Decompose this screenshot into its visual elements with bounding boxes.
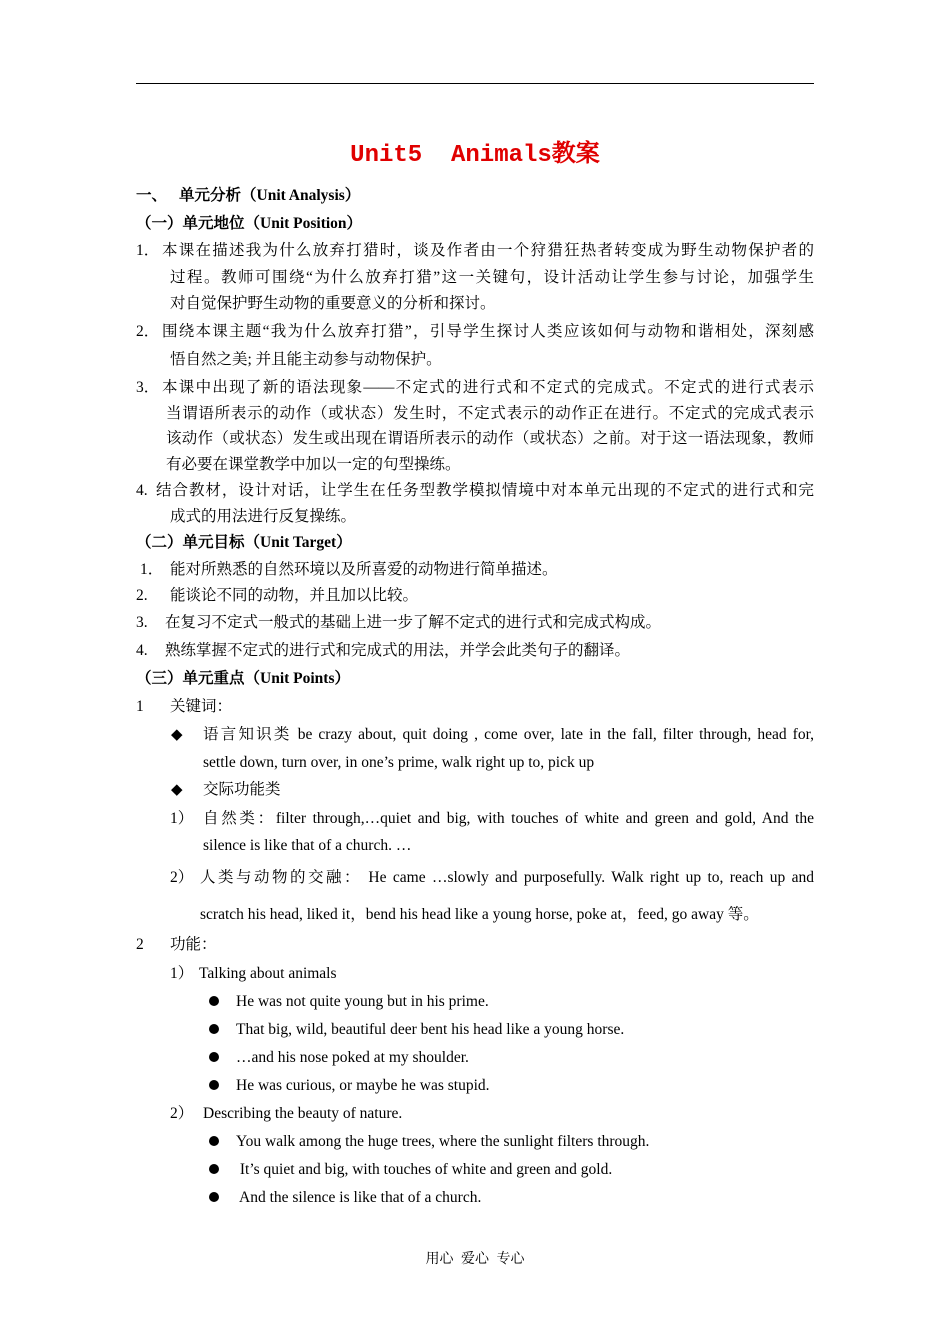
bullet-icon [209, 1192, 219, 1202]
list-number: 2） [170, 869, 194, 886]
list-item: Describing the beauty of nature. [203, 1105, 403, 1122]
paragraph-line: 围绕本课主题“我为什么放弃打猎”，引导学生探讨人类应该如何与动物和谐相处，深刻感 [162, 323, 814, 340]
list-number: 1） [170, 810, 194, 827]
bullet-icon [209, 1024, 219, 1034]
paragraph-line: 该动作（或状态）发生或出现在谓语所表示的动作（或状态）之前。对于这一语法现象，教师 [166, 430, 814, 447]
list-item: …and his nose poked at my shoulder. [236, 1049, 469, 1066]
header-rule [136, 83, 814, 84]
subsection-heading: （一）单元地位（Unit Position） [136, 215, 363, 232]
paragraph-line: 自然类：filter through,…quiet and big, with touches of white and green and gold, And the [203, 810, 814, 827]
paragraph-line: 有必要在课堂教学中加以一定的句型操练。 [166, 456, 461, 473]
subsection-heading: （三）单元重点（Unit Points） [136, 670, 350, 687]
list-number: 3． [136, 379, 160, 396]
list-item: That big, wild, beautiful deer bent his head like a young horse. [236, 1021, 625, 1038]
bullet-icon [209, 1136, 219, 1146]
list-number: 2） [170, 1105, 194, 1122]
list-item: 功能： [170, 936, 217, 953]
paragraph-line: 本课中出现了新的语法现象——不定式的进行式和不定式的完成式。不定式的进行式表示 [162, 379, 814, 396]
list-item: And the silence is like that of a church. [236, 1189, 482, 1206]
paragraph-line: silence is like that of a church. … [203, 837, 412, 854]
list-number: 4. [136, 482, 148, 499]
paragraph-line: 过程。教师可围绕“为什么放弃打猎”这一关键句，设计活动让学生参与讨论，加强学生 [170, 269, 814, 286]
paragraph-line: 悟自然之美; 并且能主动参与动物保护。 [170, 351, 442, 368]
list-item: It’s quiet and big, with touches of white and green and gold. [236, 1161, 613, 1178]
list-item: Talking about animals [199, 965, 337, 982]
paragraph-line: settle down, turn over, in one’s prime, walk right up to, pick up [203, 754, 595, 771]
list-number: 1 [136, 698, 144, 715]
list-item: 交际功能类 [203, 781, 281, 798]
paragraph-line: 结合教材，设计对话，让学生在任务型教学模拟情境中对本单元出现的不定式的进行式和完 [156, 482, 814, 499]
list-number: 1． [136, 242, 160, 259]
paragraph-line: 语言知识类 be crazy about, quit doing , come over, late in the fall, filter through, head for, [203, 726, 814, 743]
bullet-icon [209, 1052, 219, 1062]
list-item: You walk among the huge trees, where the sunlight filters through. [236, 1133, 650, 1150]
page-footer: 用心 爱心 专心 [425, 1252, 525, 1267]
subsection-heading: （二）单元目标（Unit Target） [136, 534, 352, 551]
list-item: He was curious, or maybe he was stupid. [236, 1077, 490, 1094]
paragraph-line: 本课在描述我为什么放弃打猎时，谈及作者由一个狩猎狂热者转变成为野生动物保护者的 [162, 242, 814, 259]
list-item: 能谈论不同的动物，并且加以比较。 [170, 587, 419, 604]
list-item: 关键词： [170, 698, 233, 715]
section-number: 一、 [136, 187, 168, 204]
list-number: 2. [136, 587, 148, 604]
paragraph-line: 人类与动物的交融： He came …slowly and purposefully. Walk right up to, reach up and [200, 869, 814, 886]
bullet-icon [209, 1164, 219, 1174]
section-heading: 单元分析（Unit Analysis） [179, 187, 361, 204]
list-number: 1） [170, 965, 194, 982]
paragraph-line: scratch his head, liked it，bend his head like a young horse, poke at，feed, go away 等。 [200, 906, 759, 923]
list-number: 2 [136, 936, 144, 953]
paragraph-line: 成式的用法进行反复操练。 [170, 508, 357, 525]
diamond-bullet-icon: ◆ [171, 782, 183, 798]
list-item: 能对所熟悉的自然环境以及所喜爱的动物进行简单描述。 [170, 561, 558, 578]
bullet-icon [209, 996, 219, 1006]
paragraph-line: 当谓语所表示的动作（或状态）发生时，不定式表示的动作正在进行。不定式的完成式表示 [166, 405, 814, 422]
list-number: 3. [136, 614, 148, 631]
list-number: 4. [136, 642, 148, 659]
list-item: He was not quite young but in his prime. [236, 993, 489, 1010]
paragraph-line: 对自觉保护野生动物的重要意义的分析和探讨。 [170, 295, 496, 312]
list-item: 在复习不定式一般式的基础上进一步了解不定式的进行式和完成式构成。 [165, 614, 662, 631]
page-title: Unit5 Animals教案 [350, 142, 600, 169]
list-item: 熟练掌握不定式的进行式和完成式的用法，并学会此类句子的翻译。 [165, 642, 631, 659]
list-number: 1． [140, 561, 164, 578]
bullet-icon [209, 1080, 219, 1090]
diamond-bullet-icon: ◆ [171, 727, 183, 743]
list-number: 2． [136, 323, 160, 340]
